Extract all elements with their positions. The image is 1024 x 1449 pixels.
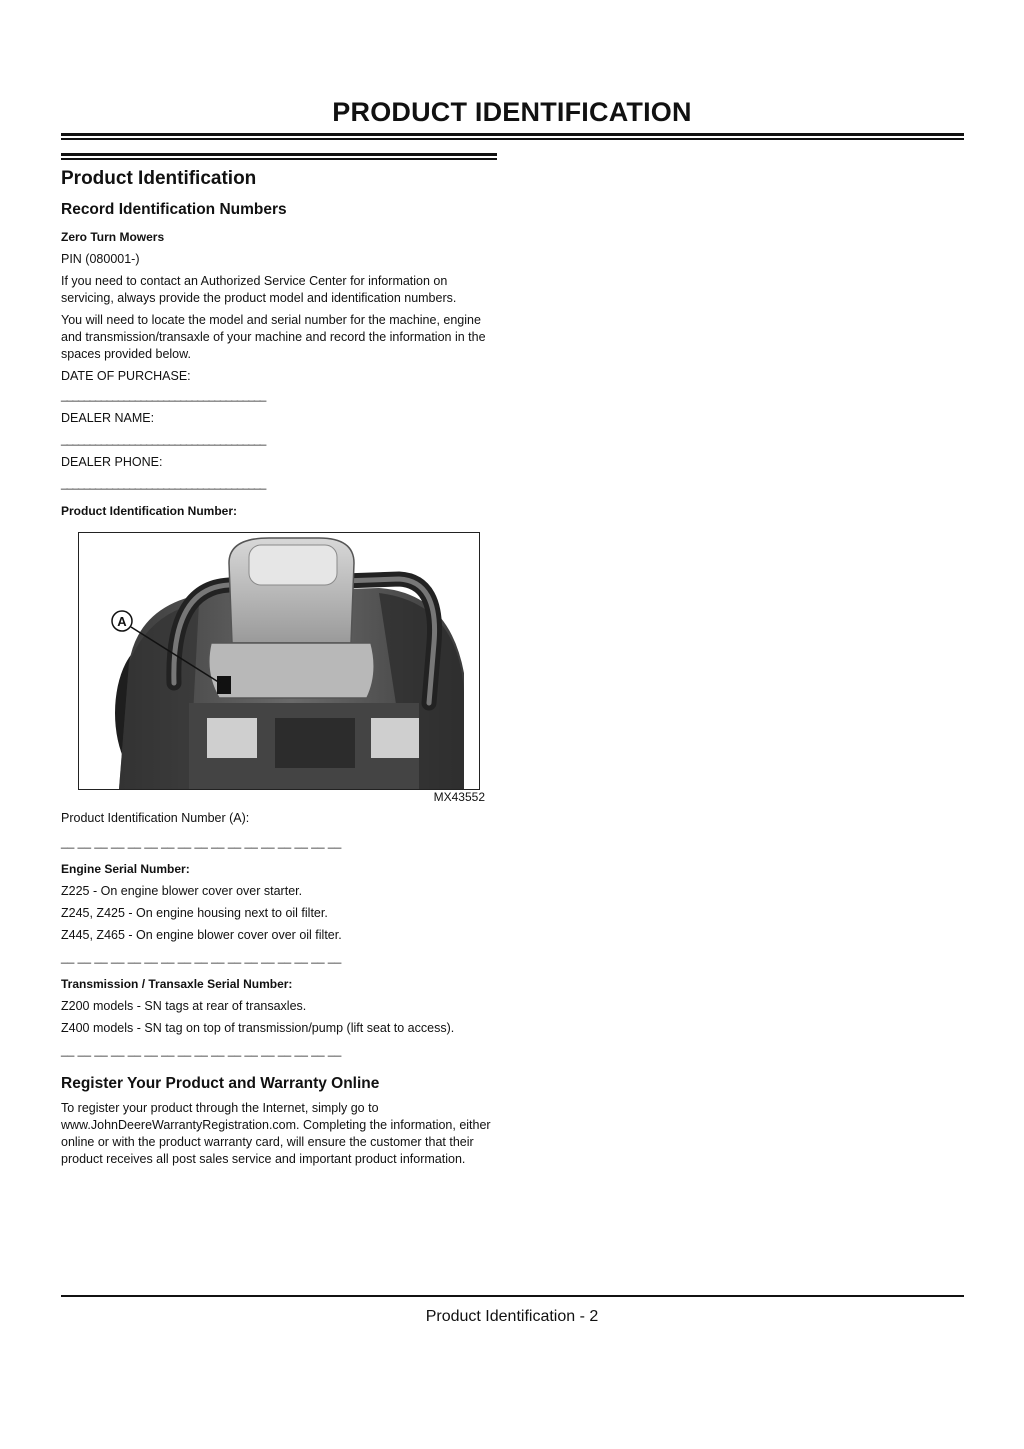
date-of-purchase-label: DATE OF PURCHASE:: [61, 369, 191, 383]
pin-heading-row: [61, 503, 491, 520]
transmission-heading: Transmission / Transaxle Serial Number:: [61, 977, 293, 991]
mower-rear-illustration: [78, 532, 480, 790]
section-subtitle: Record Identification Numbers: [61, 201, 287, 218]
dealer-phone-label: DEALER PHONE:: [61, 455, 163, 469]
intro-paragraph-1: If you need to contact an Authorized Service Center for information on servicing, always provide the product model and identification numbers.: [61, 274, 457, 305]
engine-heading: Engine Serial Number:: [61, 862, 190, 876]
register-body: To register your product through the Internet, simply go to www.JohnDeereWarrantyRegistration.com. Completing the information, either online or with the product warranty card, will ensure the customer that their product receives all post sales service and important product information.: [61, 1101, 491, 1166]
engine-line: Z225 - On engine blower cover over starter.: [61, 884, 303, 898]
dealer-name-row: [61, 410, 491, 427]
engine-line: Z445, Z465 - On engine blower cover over oil filter.: [61, 928, 342, 942]
transmission-line: Z400 models - SN tag on top of transmission/pump (lift seat to access).: [61, 1021, 455, 1035]
engine-dashed-blank: __ __ __ __ __ __ __ __ __ __ __ __ __ __ __ __ __: [61, 950, 342, 964]
column-double-rule: [61, 153, 497, 160]
register-block: [61, 1100, 491, 1168]
intro-block: [61, 229, 491, 385]
footer-rule: [61, 1295, 964, 1297]
pin-dashed-blank: __ __ __ __ __ __ __ __ __ __ __ __ __ __ __ __ __: [61, 835, 342, 849]
date-of-purchase-blank: ____________________________________: [61, 388, 266, 402]
dealer-name-blank: ____________________________________: [61, 432, 266, 446]
transmission-line: Z200 models - SN tags at rear of transaxles.: [61, 999, 307, 1013]
transmission-block: [61, 976, 491, 1037]
dealer-phone-blank: ____________________________________: [61, 476, 266, 490]
pin-heading: Product Identification Number:: [61, 504, 238, 518]
figure-id: MX43552: [433, 790, 485, 804]
page-title: PRODUCT IDENTIFICATION: [332, 97, 692, 127]
callout-a-label: A: [117, 614, 127, 629]
engine-block: [61, 861, 491, 944]
engine-line: Z245, Z425 - On engine housing next to oil filter.: [61, 906, 328, 920]
section-title: Product Identification: [61, 168, 257, 189]
intro-paragraph-2: You will need to locate the model and serial number for the machine, engine and transmission/transaxle of your machine and record the information in the spaces provided below.: [61, 313, 486, 361]
pin-caption-row: [61, 810, 491, 827]
mower-illustration-svg: [79, 533, 479, 789]
model-label: Zero Turn Mowers: [61, 230, 165, 244]
dealer-name-label: DEALER NAME:: [61, 411, 155, 425]
page-footer: Product Identification - 2: [425, 1308, 599, 1325]
transmission-dashed-blank: __ __ __ __ __ __ __ __ __ __ __ __ __ __ __ __ __: [61, 1043, 342, 1057]
dealer-phone-row: [61, 454, 491, 471]
pin-range: PIN (080001-): [61, 252, 140, 266]
pin-caption: Product Identification Number (A):: [61, 811, 250, 825]
register-title: Register Your Product and Warranty Online: [61, 1075, 380, 1092]
header-double-rule: [61, 133, 964, 140]
